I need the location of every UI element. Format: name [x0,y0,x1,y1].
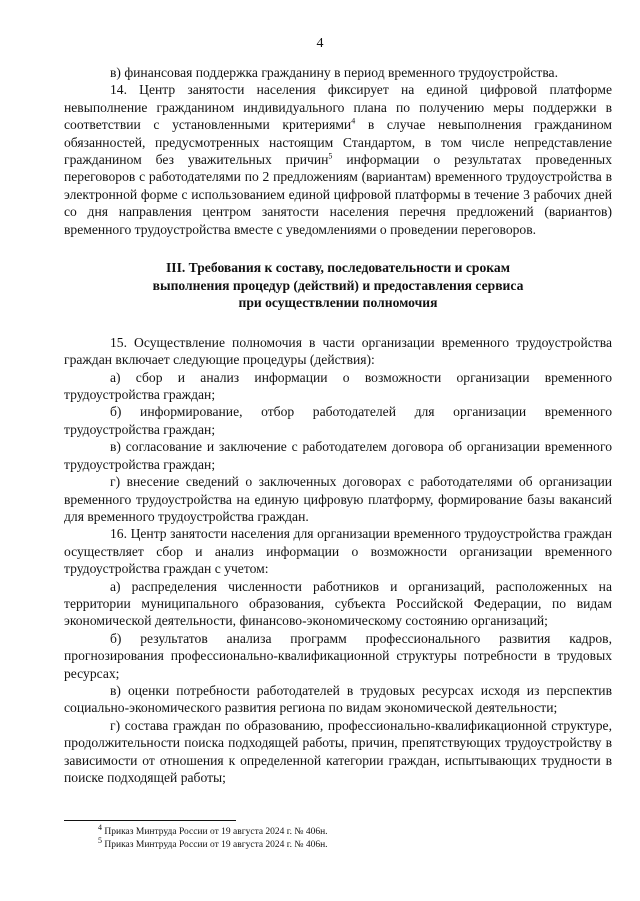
section-heading-line-3: при осуществлении полномочия [238,295,438,311]
page-number: 4 [316,36,324,51]
paragraph-14-text-a: 14. Центр занятости населения фиксирует на единой цифровой платформе невыполнение гражданином индивидуального плана по получению меры поддержки в соответствии с установленными критериями [64,82,612,133]
section-heading-line-2: выполнения процедур (действий) и предоставления сервиса [152,277,524,293]
paragraph-16-g: г) состава граждан по образованию, профессионально-квалификационной структуре, продолжительности поиска подходящей работы, причин, препятствующих трудоустройству в зависимости от отношения к определенной категории граждан, испытывающих трудности в поиске подходящей работы; [64,717,612,785]
paragraph-16-a: а) распределения численности работников и организаций, расположенных на территории муниципального образования, субъекта Российской Федерации, по видам экономической деятельности, финансово-экономическому состоянию организаций; [64,578,612,629]
footnotes [98,822,598,852]
footnote-4-text: Приказ Минтруда России от 19 августа 2024 г. № 406н. [102,827,328,837]
paragraph-14-text-b: в случае невыполнения гражданином обязанностей, предусмотренных настоящим Стандартом, в том числе непредставление гражданином без уважительных причин [64,117,612,168]
document-body [64,64,612,786]
paragraph-intro-v: в) финансовая поддержка гражданину в период временного трудоустройства. [110,65,558,80]
footnote-5-text: Приказ Минтруда России от 19 августа 2024 г. № 406н. [102,840,328,850]
paragraph-15-g: г) внесение сведений о заключенных договорах с работодателями об организации временного трудоустройства на единую цифровую платформу, формирование базы вакансий для временного трудоустройства граждан. [64,474,612,524]
footnote-divider [64,820,236,821]
footnote-4 [98,822,598,839]
paragraph-14-text-c: информации о результатах проведенных переговоров с работодателями по 2 предложениям (вариантам) временного трудоустройства в электронной форме с использованием единой цифровой платформы в течение 3 рабочих дней со дня направления центром занятости населения перечня предложений (вариантов) временного трудоустройства вместе с уведомлениями о проведении переговоров. [64,152,612,237]
paragraph-16-v: в) оценки потребности работодателей в трудовых ресурсах исходя из перспектив социально-экономического развития региона по видам экономической деятельности; [64,682,612,716]
paragraph-15-b: б) информирование, отбор работодателей для организации временного трудоустройства граждан; [64,404,612,437]
paragraph-14 [64,81,612,238]
footnote-ref-5[interactable]: 5 [328,151,333,161]
paragraph-15-v: в) согласование и заключение с работодателем договора об организации временного трудоустройства граждан; [64,439,612,472]
footnote-ref-4[interactable]: 4 [351,116,356,126]
footnote-5 [98,835,598,852]
paragraph-15: 15. Осуществление полномочия в части организации временного трудоустройства граждан включает следующие процедуры (действия): [64,334,612,368]
paragraph-15-a: а) сбор и анализ информации о возможности организации временного трудоустройства граждан; [64,369,612,403]
footnote-mark-4: 4 [98,822,102,832]
section-heading-line-1: III. Требования к составу, последовательности и срокам [166,260,510,276]
section-heading [64,259,612,312]
footnote-mark-5: 5 [98,835,102,845]
paragraph-16: 16. Центр занятости населения для организации временного трудоустройства граждан осуществляет сбор и анализ информации о возможности организации временного трудоустройства граждан с учетом: [64,526,612,577]
paragraph-16-b: б) результатов анализа программ профессионального развития кадров, прогнозирования профессионально-квалификационной структуры потребности в трудовых ресурсах; [64,630,612,681]
